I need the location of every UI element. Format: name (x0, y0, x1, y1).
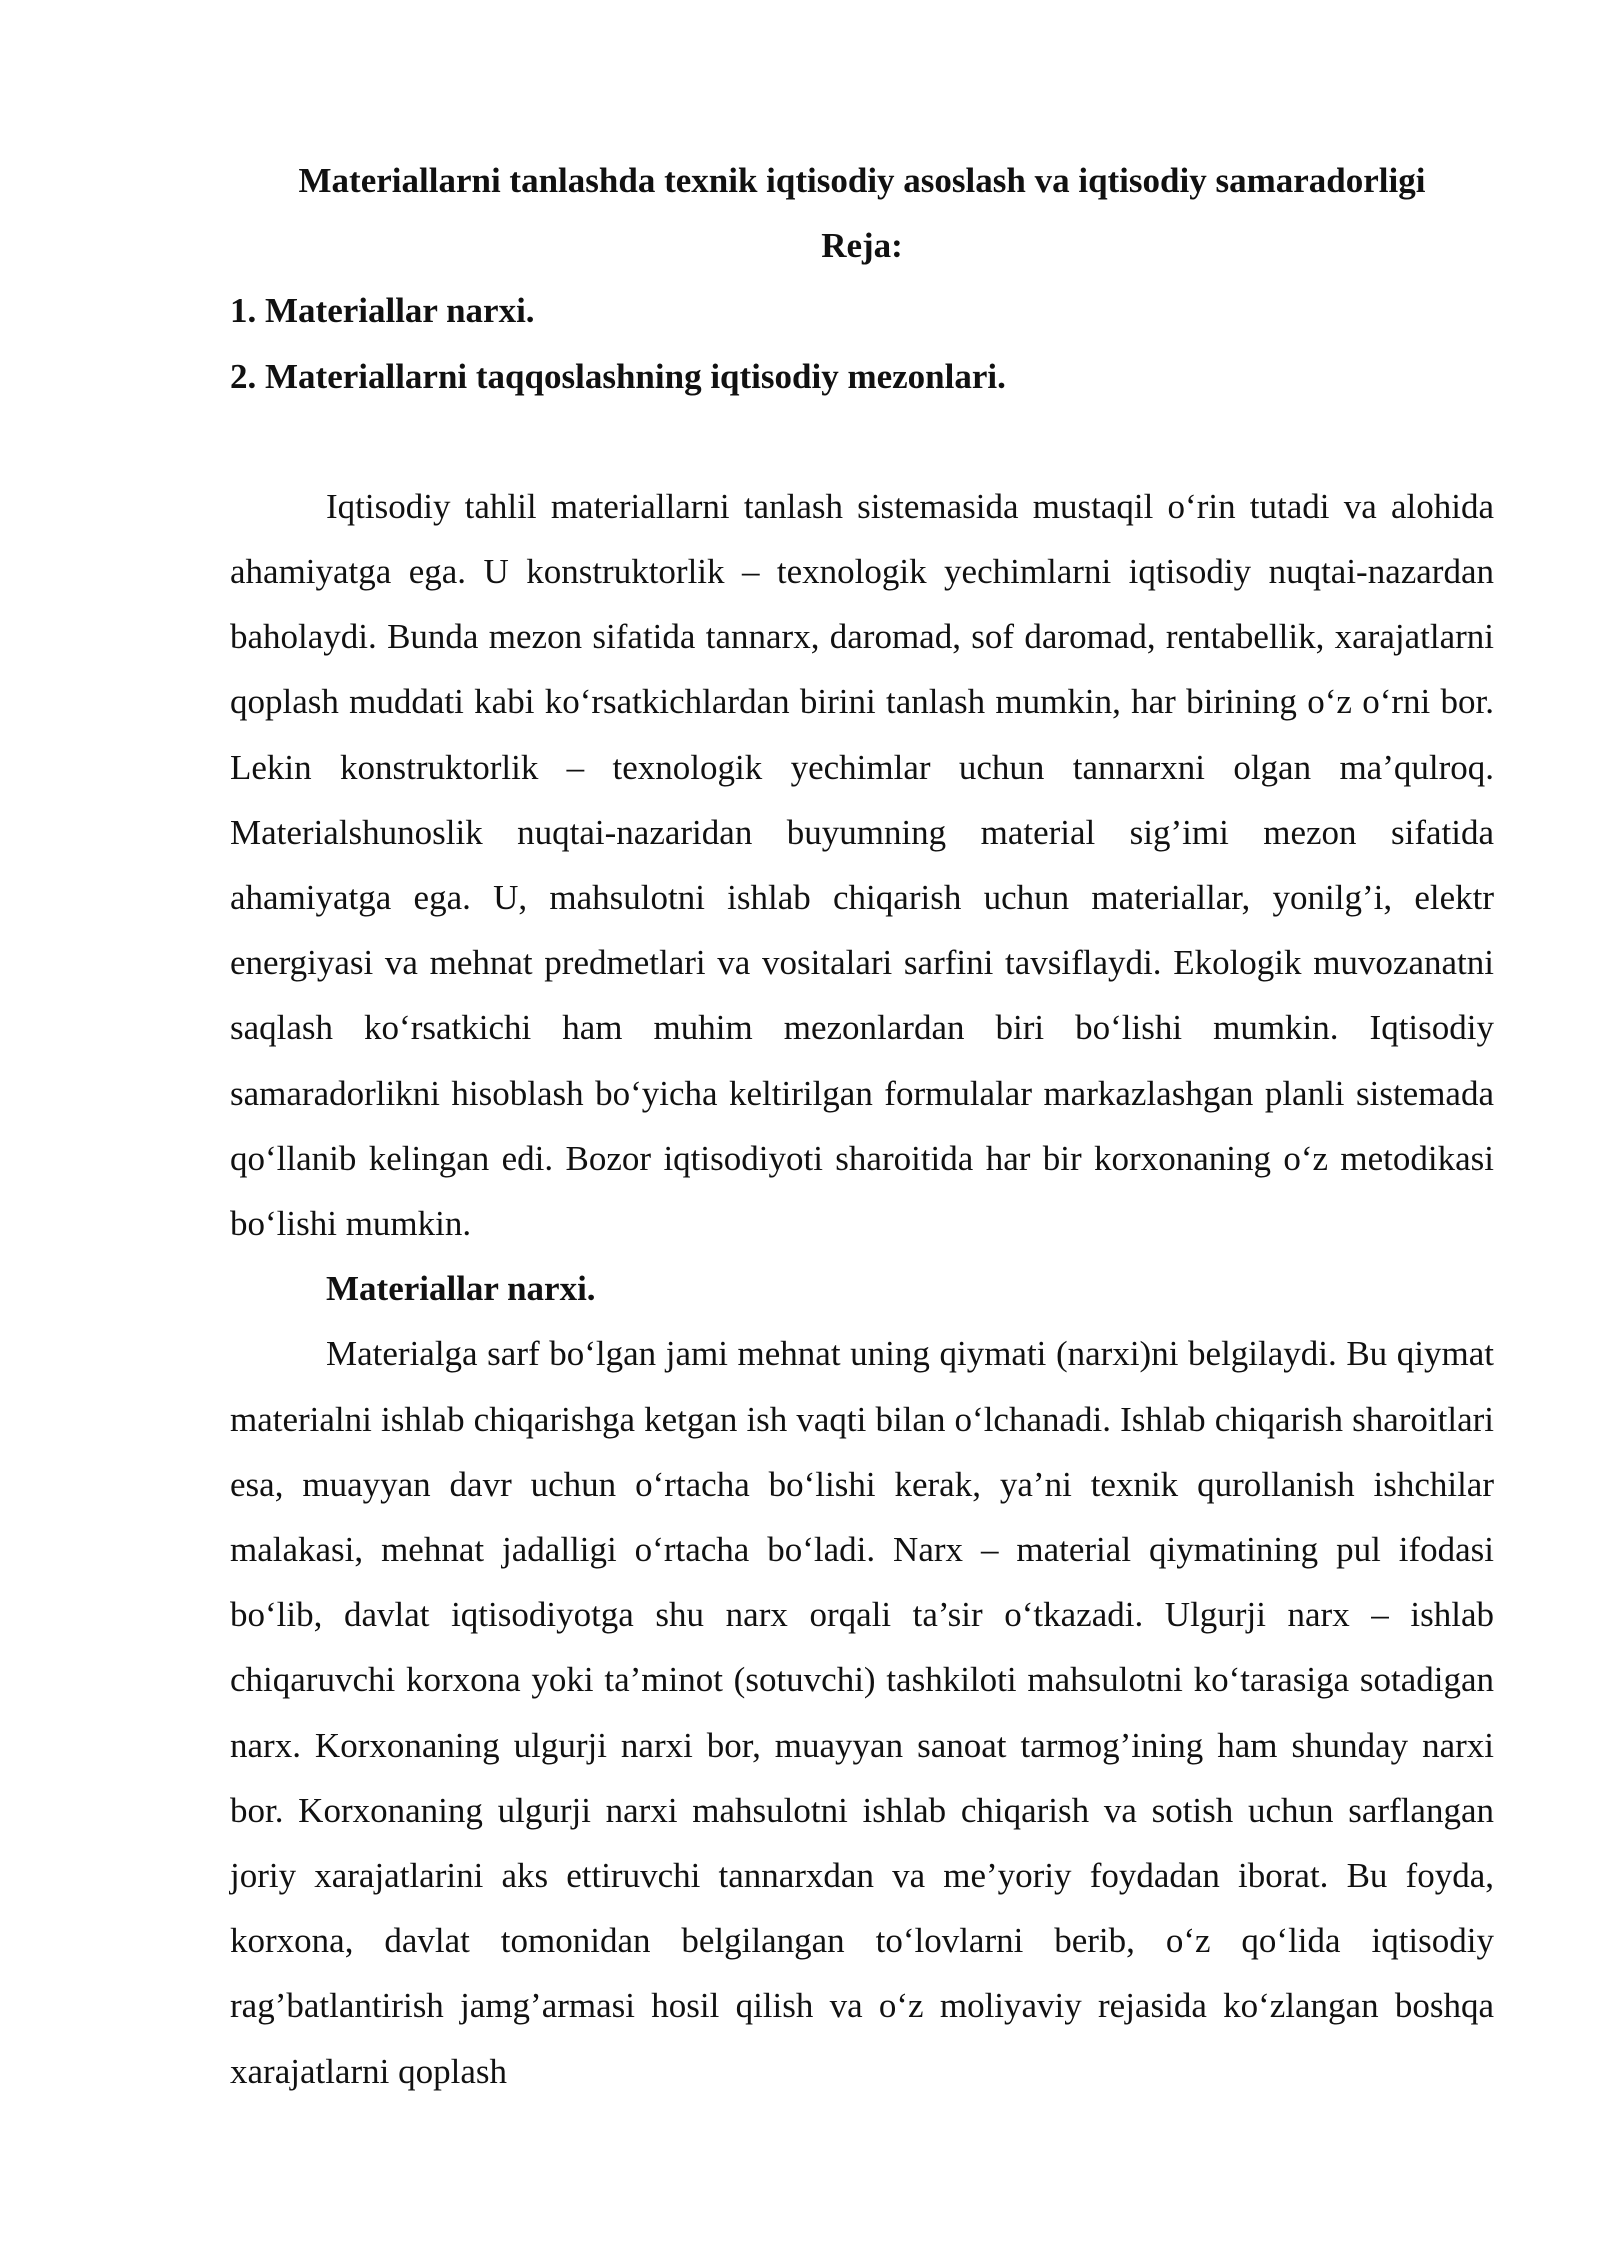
plan-item-1: 1. Materiallar narxi. (230, 291, 535, 331)
spacer (230, 409, 1494, 474)
plan-heading: Reja: (821, 226, 903, 266)
section-heading: Materiallar narxi. (326, 1269, 596, 1309)
intro-paragraph: Iqtisodiy tahlil materiallarni tanlash sistemasida mustaqil o‘rin tutadi va alohida ahamiyatga ega. U konstruktorlik – texnologik yechimlarni iqtisodiy nuqtai-nazardan baholaydi. Bunda mezon sifatida tannarx, daromad, sof daromad, rentabellik, xarajatlarni qoplash muddati kabi ko‘rsatkichlardan birini tanlash mumkin, har birining o‘z o‘rni bor. Lekin konstruktorlik – texnologik yechimlar uchun tannarxni olgan ma’qulroq. Materialshunoslik nuqtai-nazaridan buyumning material sig’imi mezon sifatida ahamiyatga ega. U, mahsulotni ishlab chiqarish uchun materiallar, yonilg’i, elektr energiyasi va mehnat predmetlari va vositalari sarfini tavsiflaydi. Ekologik muvozanatni saqlash ko‘rsatkichi ham muhim mezonlardan biri bo‘lishi mumkin. Iqtisodiy samaradorlikni hisoblash bo‘yicha keltirilgan formulalar markazlashgan planli sistemada qo‘llanib kelingan edi. Bozor iqtisodiyoti sharoitida har bir korxonaning o‘z metodikasi bo‘lishi mumkin. (230, 486, 1494, 1244)
document-body (230, 148, 1494, 2104)
plan-item-2: 2. Materiallarni taqqoslashning iqtisodiy mezonlari. (230, 356, 1006, 396)
price-paragraph: Materialga sarf bo‘lgan jami mehnat uning qiymati (narxi)ni belgilaydi. Bu qiymat materialni ishlab chiqarishga ketgan ish vaqti bilan o‘lchanadi. Ishlab chiqarish sharoitlari esa, muayyan davr uchun o‘rtacha bo‘lishi kerak, ya’ni texnik qurollanish ishchilar malakasi, mehnat jadalligi o‘rtacha bo‘ladi. Narx – material qiymatining pul ifodasi bo‘lib, davlat iqtisodiyotga shu narx orqali ta’sir o‘tkazadi. Ulgurji narx – ishlab chiqaruvchi korxona yoki ta’minot (sotuvchi) tashkiloti mahsulotni ko‘tarasiga sotadigan narx. Korxonaning ulgurji narxi bor, muayyan sanoat tarmog’ining ham shunday narxi bor. Korxonaning ulgurji narxi mahsulotni ishlab chiqarish va sotish uchun sarflangan joriy xarajatlarini aks ettiruvchi tannarxdan va me’yoriy foydadan iborat. Bu foyda, korxona, davlat tomonidan belgilangan to‘lovlarni berib, o‘z qo‘lida iqtisodiy rag’batlantirish jamg’armasi hosil qilish va o‘z moliyaviy rejasida ko‘zlangan boshqa xarajatlarni qoplash (230, 1334, 1494, 2091)
document-title: Materiallarni tanlashda texnik iqtisodiy asoslash va iqtisodiy samaradorligi (298, 161, 1426, 200)
